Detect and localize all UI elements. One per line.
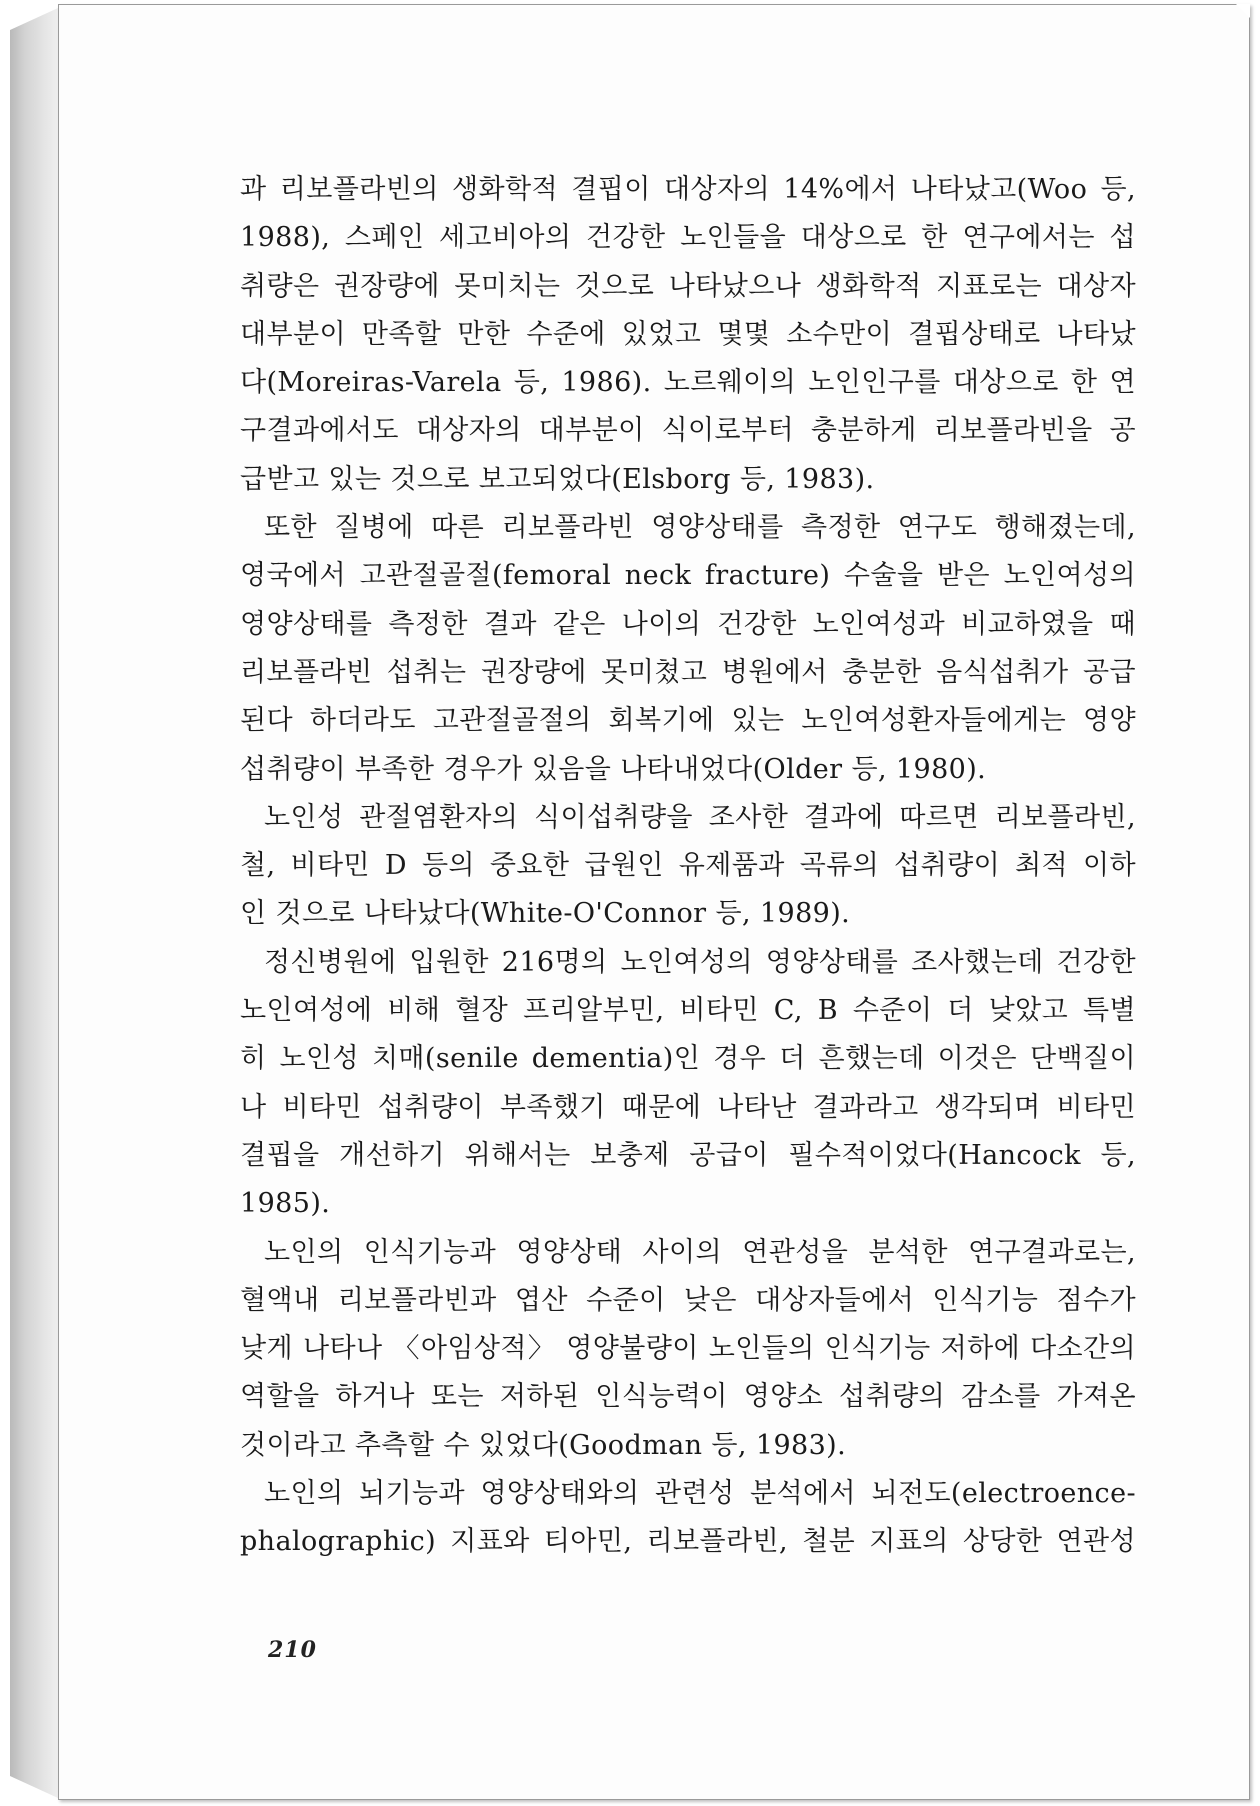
text-line: 것이라고 추측할 수 있었다(Goodman 등, 1983). [240,1429,847,1461]
book-spine [10,8,58,1798]
text-line: 급받고 있는 것으로 보고되었다(Elsborg 등, 1983). [240,463,875,495]
text-line: 노인성 관절염환자의 식이섭취량을 조사한 결과에 따르면 리보플라빈, [264,801,1136,833]
text-line: 영국에서 고관절골절(femoral neck fracture) 수술을 받은 노인여성의 [240,560,1136,592]
text-line: 리보플라빈 섭취는 권장량에 못미쳤고 병원에서 충분한 음식섭취가 공급 [240,656,1136,688]
text-line: 노인의 뇌기능과 영양상태와의 관련성 분석에서 뇌전도(electroence- [264,1478,1136,1510]
text-line: 노인의 인식기능과 영양상태 사이의 연관성을 분석한 연구결과로는, [264,1236,1136,1268]
text-line: 결핍을 개선하기 위해서는 보충제 공급이 필수적이었다(Hancock 등, [240,1139,1136,1171]
text-line: 1985). [240,1188,331,1220]
text-line: 낮게 나타나 〈아임상적〉 영양불량이 노인들의 인식기능 저하에 다소간의 [240,1333,1136,1365]
text-line: 정신병원에 입원한 216명의 노인여성의 영양상태를 조사했는데 건강한 [264,946,1136,978]
text-line: 히 노인성 치매(senile dementia)인 경우 더 흔했는데 이것은 단백질이 [240,1043,1136,1075]
text-line: 나 비타민 섭취량이 부족했기 때문에 나타난 결과라고 생각되며 비타민 [240,1091,1136,1123]
text-line: 역할을 하거나 또는 저하된 인식능력이 영양소 섭취량의 감소를 가져온 [240,1381,1136,1413]
text-line: 취량은 권장량에 못미치는 것으로 나타났으나 생화학적 지표로는 대상자 [240,270,1136,302]
text-line: 과 리보플라빈의 생화학적 결핍이 대상자의 14%에서 나타났고(Woo 등, [240,174,1136,205]
page-corner [1236,4,1250,18]
text-line: 노인여성에 비해 혈장 프리알부민, 비타민 C, B 수준이 더 낮았고 특별 [240,995,1136,1027]
text-line: 된다 하더라도 고관절골절의 회복기에 있는 노인여성환자들에게는 영양 [240,705,1136,737]
text-line: 대부분이 만족할 만한 수준에 있었고 몇몇 소수만이 결핍상태로 나타났 [240,318,1136,350]
text-line: 구결과에서도 대상자의 대부분이 식이로부터 충분하게 리보플라빈을 공 [240,415,1136,447]
text-line: 다(Moreiras-Varela 등, 1986). 노르웨이의 노인인구를 대상으로 한 연 [240,367,1136,399]
text-line: 섭취량이 부족한 경우가 있음을 나타내었다(Older 등, 1980). [240,753,987,785]
text-line: 1988), 스페인 세고비아의 건강한 노인들을 대상으로 한 연구에서는 섭 [240,222,1136,254]
text-line: 인 것으로 나타났다(White-O'Connor 등, 1989). [240,898,851,930]
text-line: 철, 비타민 D 등의 중요한 급원인 유제품과 곡류의 섭취량이 최적 이하 [240,850,1136,882]
text-line: phalographic) 지표와 티아민, 리보플라빈, 철분 지표의 상당한 연관성 [240,1526,1136,1558]
page-number: 210 [268,1637,317,1663]
text-line: 또한 질병에 따른 리보플라빈 영양상태를 측정한 연구도 행해졌는데, [264,512,1136,544]
body-text [240,166,1136,1567]
text-line: 영양상태를 측정한 결과 같은 나이의 건강한 노인여성과 비교하였을 때 [240,608,1136,640]
text-line: 혈액내 리보플라빈과 엽산 수준이 낮은 대상자들에서 인식기능 점수가 [240,1284,1136,1316]
